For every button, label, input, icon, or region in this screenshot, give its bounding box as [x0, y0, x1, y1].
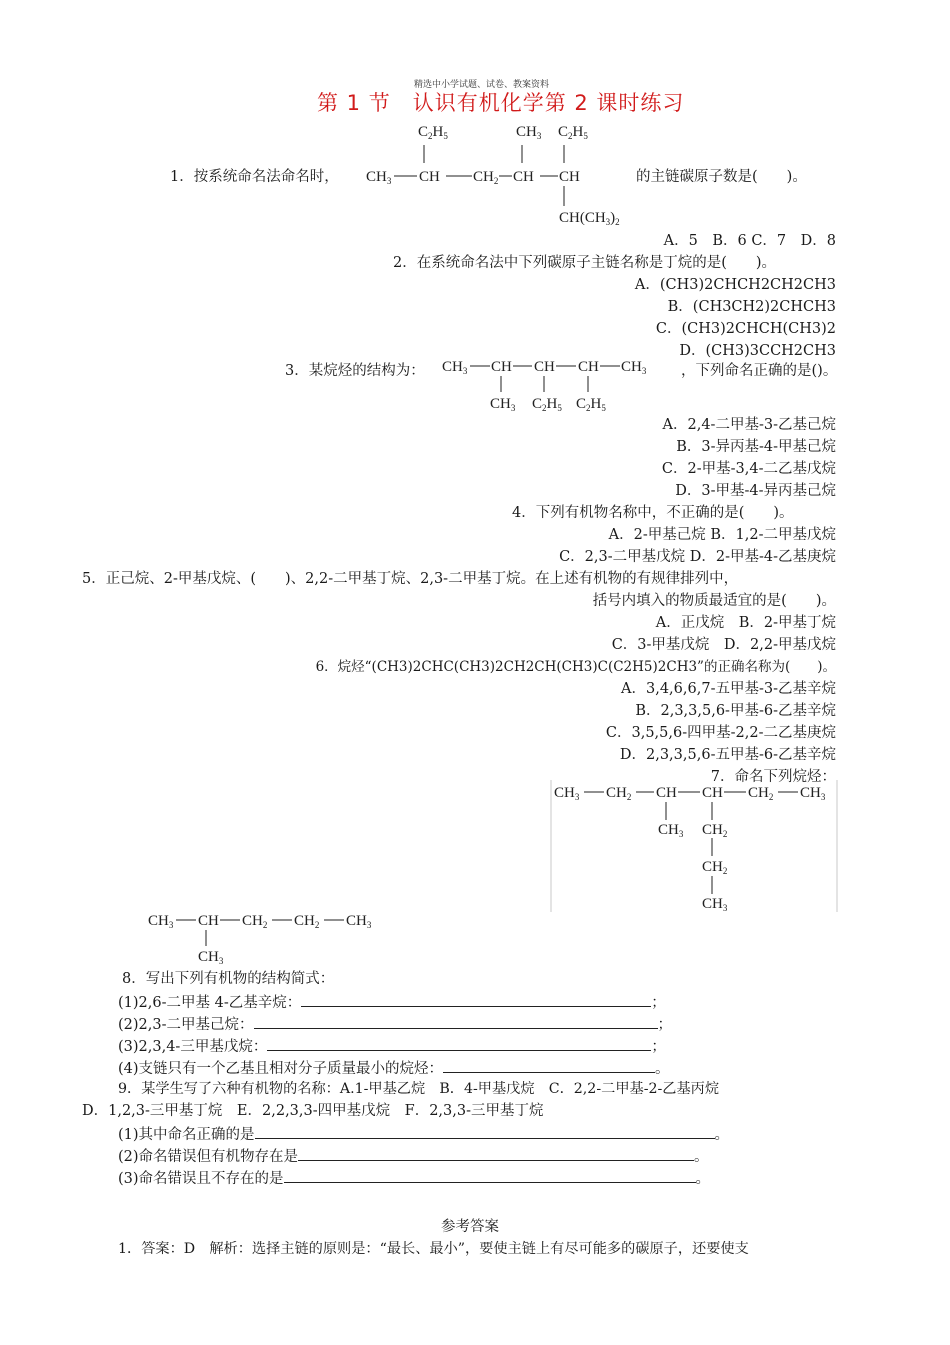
q5-stem-line1: 5．正己烷、2-甲基戊烷、( )、2,2-二甲基丁烷、2,3-二甲基丁烷。在上述有机物的有规律排列中，	[82, 571, 739, 587]
q3-stem-suffix: ，下列命名正确的是()。	[681, 363, 838, 379]
q2-stem: 2．在系统命名法中下列碳原子主链名称是丁烷的是( )。	[393, 255, 777, 271]
q7-s1-chain-2: $CH_2$	[702, 859, 728, 876]
q6-option-b: B．2,3,3,5,6-甲基-6-乙基辛烷	[635, 703, 836, 719]
q7-s1-sub-methyl: $CH_3$	[658, 822, 684, 839]
q6-stem: 6．烷烃“(CH3)2CHC(CH3)2CH2CH(CH3)C(C2H5)2CH3”的正确名称为( )。	[315, 659, 836, 675]
q7-s1-main-c1: $CH_3$	[554, 785, 580, 802]
q7-stem: 7．命名下列烷烃：	[710, 769, 836, 785]
q5-options-cd: C．3-甲基戊烷 D．2,2-甲基戊烷	[611, 637, 836, 653]
q4-options-cd: C．2,3-二甲基戊烷 D．2-甲基-4-乙基庚烷	[559, 549, 836, 565]
q8-item-1-label: (1)2,6-二甲基 4-乙基辛烷：	[118, 995, 302, 1011]
q2-option-c: C．(CH3)2CHCH(CH3)2	[655, 321, 836, 337]
q7-s1-chain-1: $CH_2$	[702, 822, 728, 839]
q4-options-ab: A．2-甲基己烷 B．1,2-二甲基戊烷	[608, 527, 836, 543]
q7-s2-sub-methyl: $CH_3$	[198, 949, 224, 966]
q3-option-b: B．3-异丙基-4-甲基己烷	[676, 439, 836, 455]
q9-item-2-label: (2)命名错误但有机物存在是	[118, 1149, 299, 1165]
q3-sub-ethyl-2: $C_2H_5$	[576, 396, 606, 413]
q1-stem-suffix: 的主链碳原子数是( )。	[636, 169, 807, 185]
q1-substituents	[418, 124, 588, 141]
q8-item-4-end: 。	[655, 1061, 670, 1077]
q9-stem-line2: D．1,2,3-三甲基丁烷 E．2,2,3,3-四甲基戊烷 F．2,3,3-三甲基丁烷	[82, 1103, 544, 1119]
q7-s1-chain-3: $CH_3$	[702, 896, 728, 913]
q7-s2-main-c3: $CH_2$	[242, 913, 268, 930]
q9-item-1-end: 。	[714, 1127, 730, 1143]
q6-option-d: D．2,3,3,5,6-五甲基-6-乙基辛烷	[619, 747, 836, 763]
q3-main-c5: $CH_3$	[621, 359, 647, 376]
q8-answer-2-blank[interactable]	[254, 1014, 658, 1029]
q1-main-c1: $CH_3$	[366, 169, 392, 186]
q9-item-3	[118, 1168, 710, 1188]
page-title: 第 1 节 认识有机化学第 2 课时练习	[317, 91, 685, 115]
q8-item-2-end: ；	[657, 1017, 672, 1033]
q3-main-c3: CH	[534, 359, 555, 375]
q8-answer-1-blank[interactable]	[301, 992, 651, 1007]
q4-stem: 4．下列有机物名称中，不正确的是( )。	[512, 505, 794, 521]
q1-bottom-isopropyl: $CH(CH_3)_2$	[559, 210, 620, 227]
q1-options: A．5 B．6 C．7 D．8	[663, 233, 836, 249]
q8-item-1	[118, 992, 666, 1012]
q3-main-c2: CH	[491, 359, 512, 375]
q1-main-c5: CH	[559, 169, 580, 185]
q8-stem: 8．写出下列有机物的结构简式：	[122, 971, 335, 987]
q1-structure	[362, 120, 642, 230]
q3-option-d: D．3-甲基-4-异丙基己烷	[675, 483, 836, 499]
q9-item-1	[118, 1124, 729, 1144]
answer-1: 1．答案：D 解析：选择主链的原则是：“最长、最小”，要使主链上有尽可能多的碳原子，还要使支	[118, 1241, 749, 1257]
q1-sub-methyl: $CH_3$	[516, 124, 542, 141]
page-header: 精选中小学试题、试卷、教案资料	[414, 80, 550, 90]
q8-item-3-end: ；	[651, 1039, 666, 1055]
q5-stem-line2: 括号内填入的物质最适宜的是( )。	[592, 593, 836, 609]
q9-item-3-label: (3)命名错误且不存在的是	[118, 1171, 284, 1187]
q8-item-2-label: (2)2,3-二甲基己烷：	[118, 1017, 254, 1033]
q7-s1-main-c3: CH	[656, 785, 677, 801]
answers-heading: 参考答案	[441, 1219, 499, 1235]
q7-s2-main-c2: CH	[198, 913, 219, 929]
q9-answer-3-blank[interactable]	[284, 1168, 696, 1183]
q8-item-3-label: (3)2,3,4-三甲基戊烷：	[118, 1039, 268, 1055]
q7-s2-main-c1: $CH_3$	[148, 913, 174, 930]
q9-answer-1-blank[interactable]	[255, 1124, 715, 1139]
q1-main-c3: $CH_2$	[473, 169, 499, 186]
q8-item-2	[118, 1014, 672, 1034]
q9-stem-line1: 9．某学生写了六种有机物的名称：A.1-甲基乙烷 B．4-甲基戊烷 C．2,2-二甲基-2-乙基丙烷	[118, 1081, 720, 1097]
q3-sub-methyl: $CH_3$	[490, 396, 516, 413]
q2-option-d: D．(CH3)3CCH2CH3	[679, 343, 836, 359]
q2-option-a: A．(CH3)2CHCH2CH2CH3	[634, 277, 836, 293]
q9-item-2-end: 。	[694, 1149, 709, 1165]
q1-main-c4: CH	[513, 169, 534, 185]
q2-option-b: B．(CH3CH2)2CHCH3	[667, 299, 836, 315]
q1-sub-ethyl-1: $C_2H_5$	[418, 124, 448, 141]
q7-s1-main-c6: $CH_3$	[800, 785, 826, 802]
q3-sub-ethyl-1: $C_2H_5$	[532, 396, 562, 413]
q8-item-1-end: ；	[651, 995, 666, 1011]
q6-option-c: C．3,5,5,6-四甲基-2,2-二乙基庚烷	[605, 725, 836, 741]
q5-options-ab: A．正戊烷 B．2-甲基丁烷	[655, 615, 836, 631]
q9-item-3-end: 。	[695, 1171, 711, 1187]
q3-main-c4: CH	[578, 359, 599, 375]
q8-item-4-label: (4)支链只有一个乙基且相对分子质量最小的烷烃：	[118, 1061, 444, 1077]
q8-item-4	[118, 1058, 670, 1078]
q1-stem-prefix: 1．按系统命名法命名时，	[170, 169, 339, 185]
q8-answer-4-blank[interactable]	[443, 1058, 655, 1073]
q3-main-c1: $CH_3$	[442, 359, 468, 376]
q8-item-3	[118, 1036, 666, 1056]
q9-item-2	[118, 1146, 709, 1166]
q9-answer-2-blank[interactable]	[298, 1146, 694, 1161]
q8-answer-3-blank[interactable]	[267, 1036, 651, 1051]
q3-stem-prefix: 3．某烷烃的结构为：	[285, 363, 425, 379]
q6-option-a: A．3,4,6,6,7-五甲基-3-乙基辛烷	[621, 681, 836, 697]
q3-option-a: A．2,4-二甲基-3-乙基己烷	[662, 417, 836, 433]
q7-structure-2	[146, 908, 396, 968]
q7-s1-main-c4: CH	[702, 785, 723, 801]
q7-structure-1	[550, 780, 840, 914]
q3-option-c: C．2-甲基-3,4-二乙基戊烷	[661, 461, 836, 477]
q1-main-c2: CH	[419, 169, 440, 185]
q7-s2-main-c4: $CH_2$	[294, 913, 320, 930]
q3-structure	[440, 354, 680, 418]
q9-item-1-label: (1)其中命名正确的是	[118, 1127, 255, 1143]
q1-sub-ethyl-2: $C_2H_5$	[558, 124, 588, 141]
q7-s1-main-c5: $CH_2$	[748, 785, 774, 802]
q7-s2-main-c5: $CH_3$	[346, 913, 372, 930]
q7-s1-main-c2: $CH_2$	[606, 785, 632, 802]
